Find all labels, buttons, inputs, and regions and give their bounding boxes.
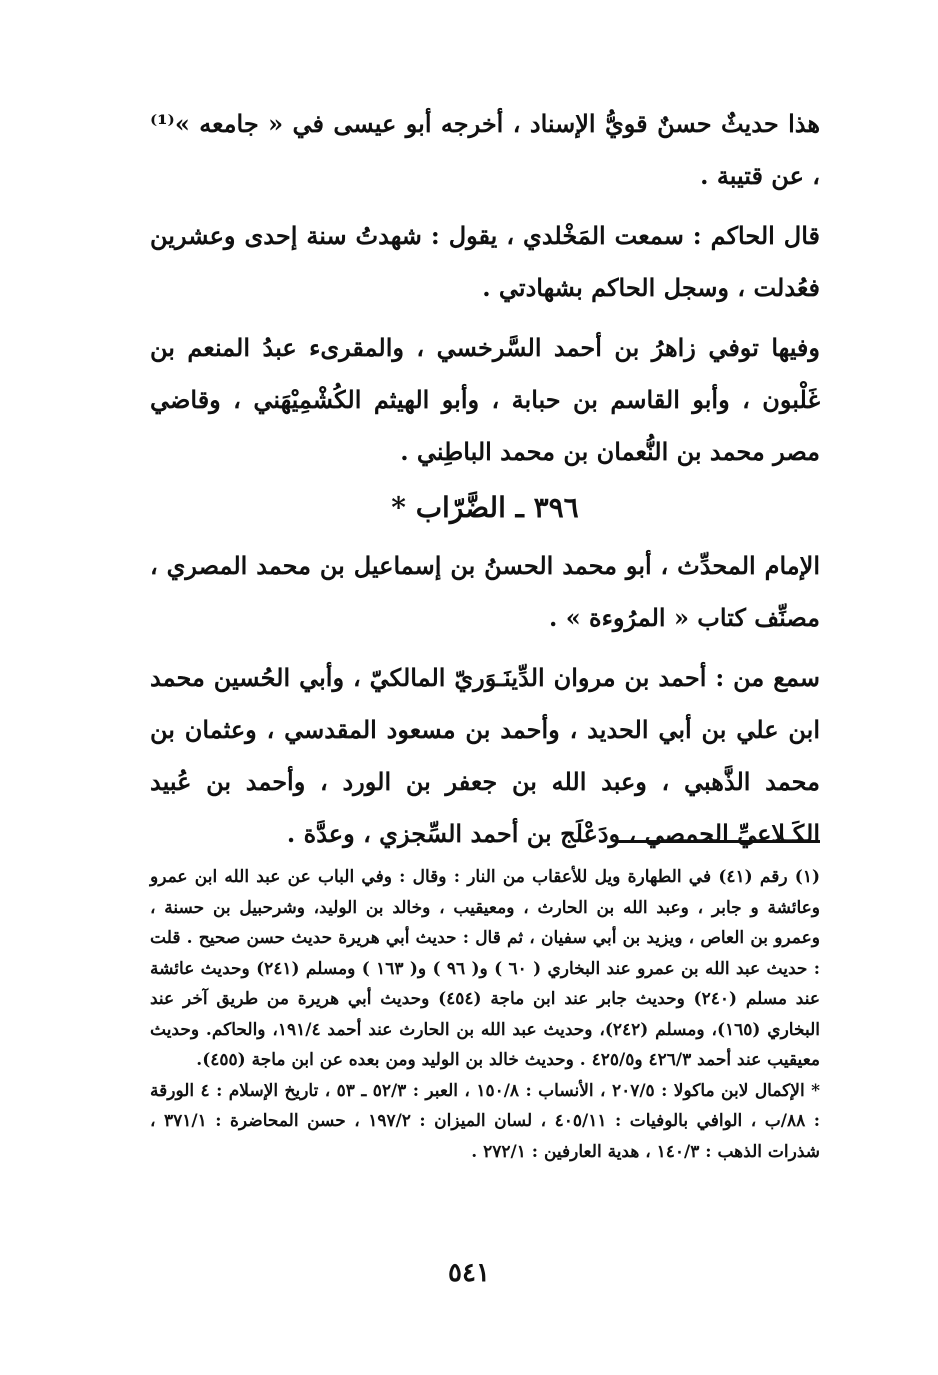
footnote-sources: * الإكمال لابن ماكولا : ٢٠٧/٥ ، الأنساب : ١٥٠/٨ ، العبر : ٥٢/٣ ـ ٥٣ ، تاريخ الإسلام : ٤ الورقة : ٨٨/ب ، الوافي بالوفيات : ٤٠٥/١١ ، لسان الميزان : ١٩٧/٢ ، حسن المحاضرة : ٣٧١/١ ، شذرات الذهب : ١٤٠/٣ ، هدية العارفين : ٢٧٢/١ . bbox=[150, 1080, 821, 1162]
paragraph-biography-intro: الإمام المحدِّث ، أبو محمد الحسنُ بن إسماعيل بن محمد المصري ، مصنِّف كتاب « المرُوءة » . bbox=[150, 551, 820, 632]
paragraph-teachers: سمع من : أحمد بن مروان الدِّينَـوَريّ المالكيّ ، وأبي الحُسين محمد ابن علي بن أبي الحديد ، وأحمد بن مسعود المقدسي ، وعثمان بن محمد الذَّهبي ، وعبد الله بن جعفر بن الورد ، وأحمد بن عُبيد الكَـلاعيِّ الحمصي ، ودَعْلَج بن أحمد السِّجزي ، وعدَّة . bbox=[150, 663, 820, 848]
biography-heading: ٣٩٦ ـ الضَّرّاب * bbox=[391, 491, 579, 524]
paragraph-hakim-quote: قال الحاكم : سمعت المَخْلدي ، يقول : شهدتُ سنة إحدى وعشرين فعُدلت ، وسجل الحاكم بشهادتي . bbox=[150, 221, 820, 302]
footnote-divider bbox=[615, 840, 820, 843]
paragraph-deaths: وفيها توفي زاهرُ بن أحمد السَّرخسي ، والمقرىء عبدُ المنعم بن غَلْبون ، وأبو القاسم بن حبابة ، وأبو الهيثم الكُشْمِيْهَني ، وقاضي مصر محمد بن النُّعمان بن محمد الباطِني . bbox=[150, 333, 820, 466]
main-text bbox=[150, 98, 820, 860]
paragraph-hadith-grading: هذا حديثٌ حسنٌ قويُّ الإسناد ، أخرجه أبو عيسى في « جامعه »⁽¹⁾ ، عن قتيبة . bbox=[150, 109, 820, 190]
footnotes bbox=[150, 862, 820, 1167]
page-number: ٥٤١ bbox=[448, 1258, 490, 1288]
footnote-1: (١) رقم (٤١) في الطهارة ويل للأعقاب من النار : وقال : وفي الباب عن عبد الله ابن عمرو وعائشة و جابر ، وعبد الله بن الحارث ، ومعيقيب ، وخالد بن الوليد، وشرحبيل بن حسنة ، وعمرو بن العاص ، ويزيد بن أبي سفيان ، ثم قال : حديث أبي هريرة حديث حسن صحيح . قلت : حديث عبد الله بن عمرو عند البخاري ( ٦٠ ) و( ٩٦ ) و( ١٦٣ ) ومسلم (٢٤١) وحديث عائشة عند مسلم (٢٤٠) وحديث جابر عند ابن ماجة (٤٥٤) وحديث أبي هريرة من طريق آخر عند البخاري (١٦٥)، ومسلم (٢٤٢)، وحديث عبد الله بن الحارث عند أحمد ١٩١/٤، والحاكم. وحديث معيقيب عند أحمد ٤٢٦/٣ و٤٢٥/٥ . وحديث خالد بن الوليد ومن بعده عن ابن ماجة (٤٥٥). bbox=[150, 867, 821, 1070]
